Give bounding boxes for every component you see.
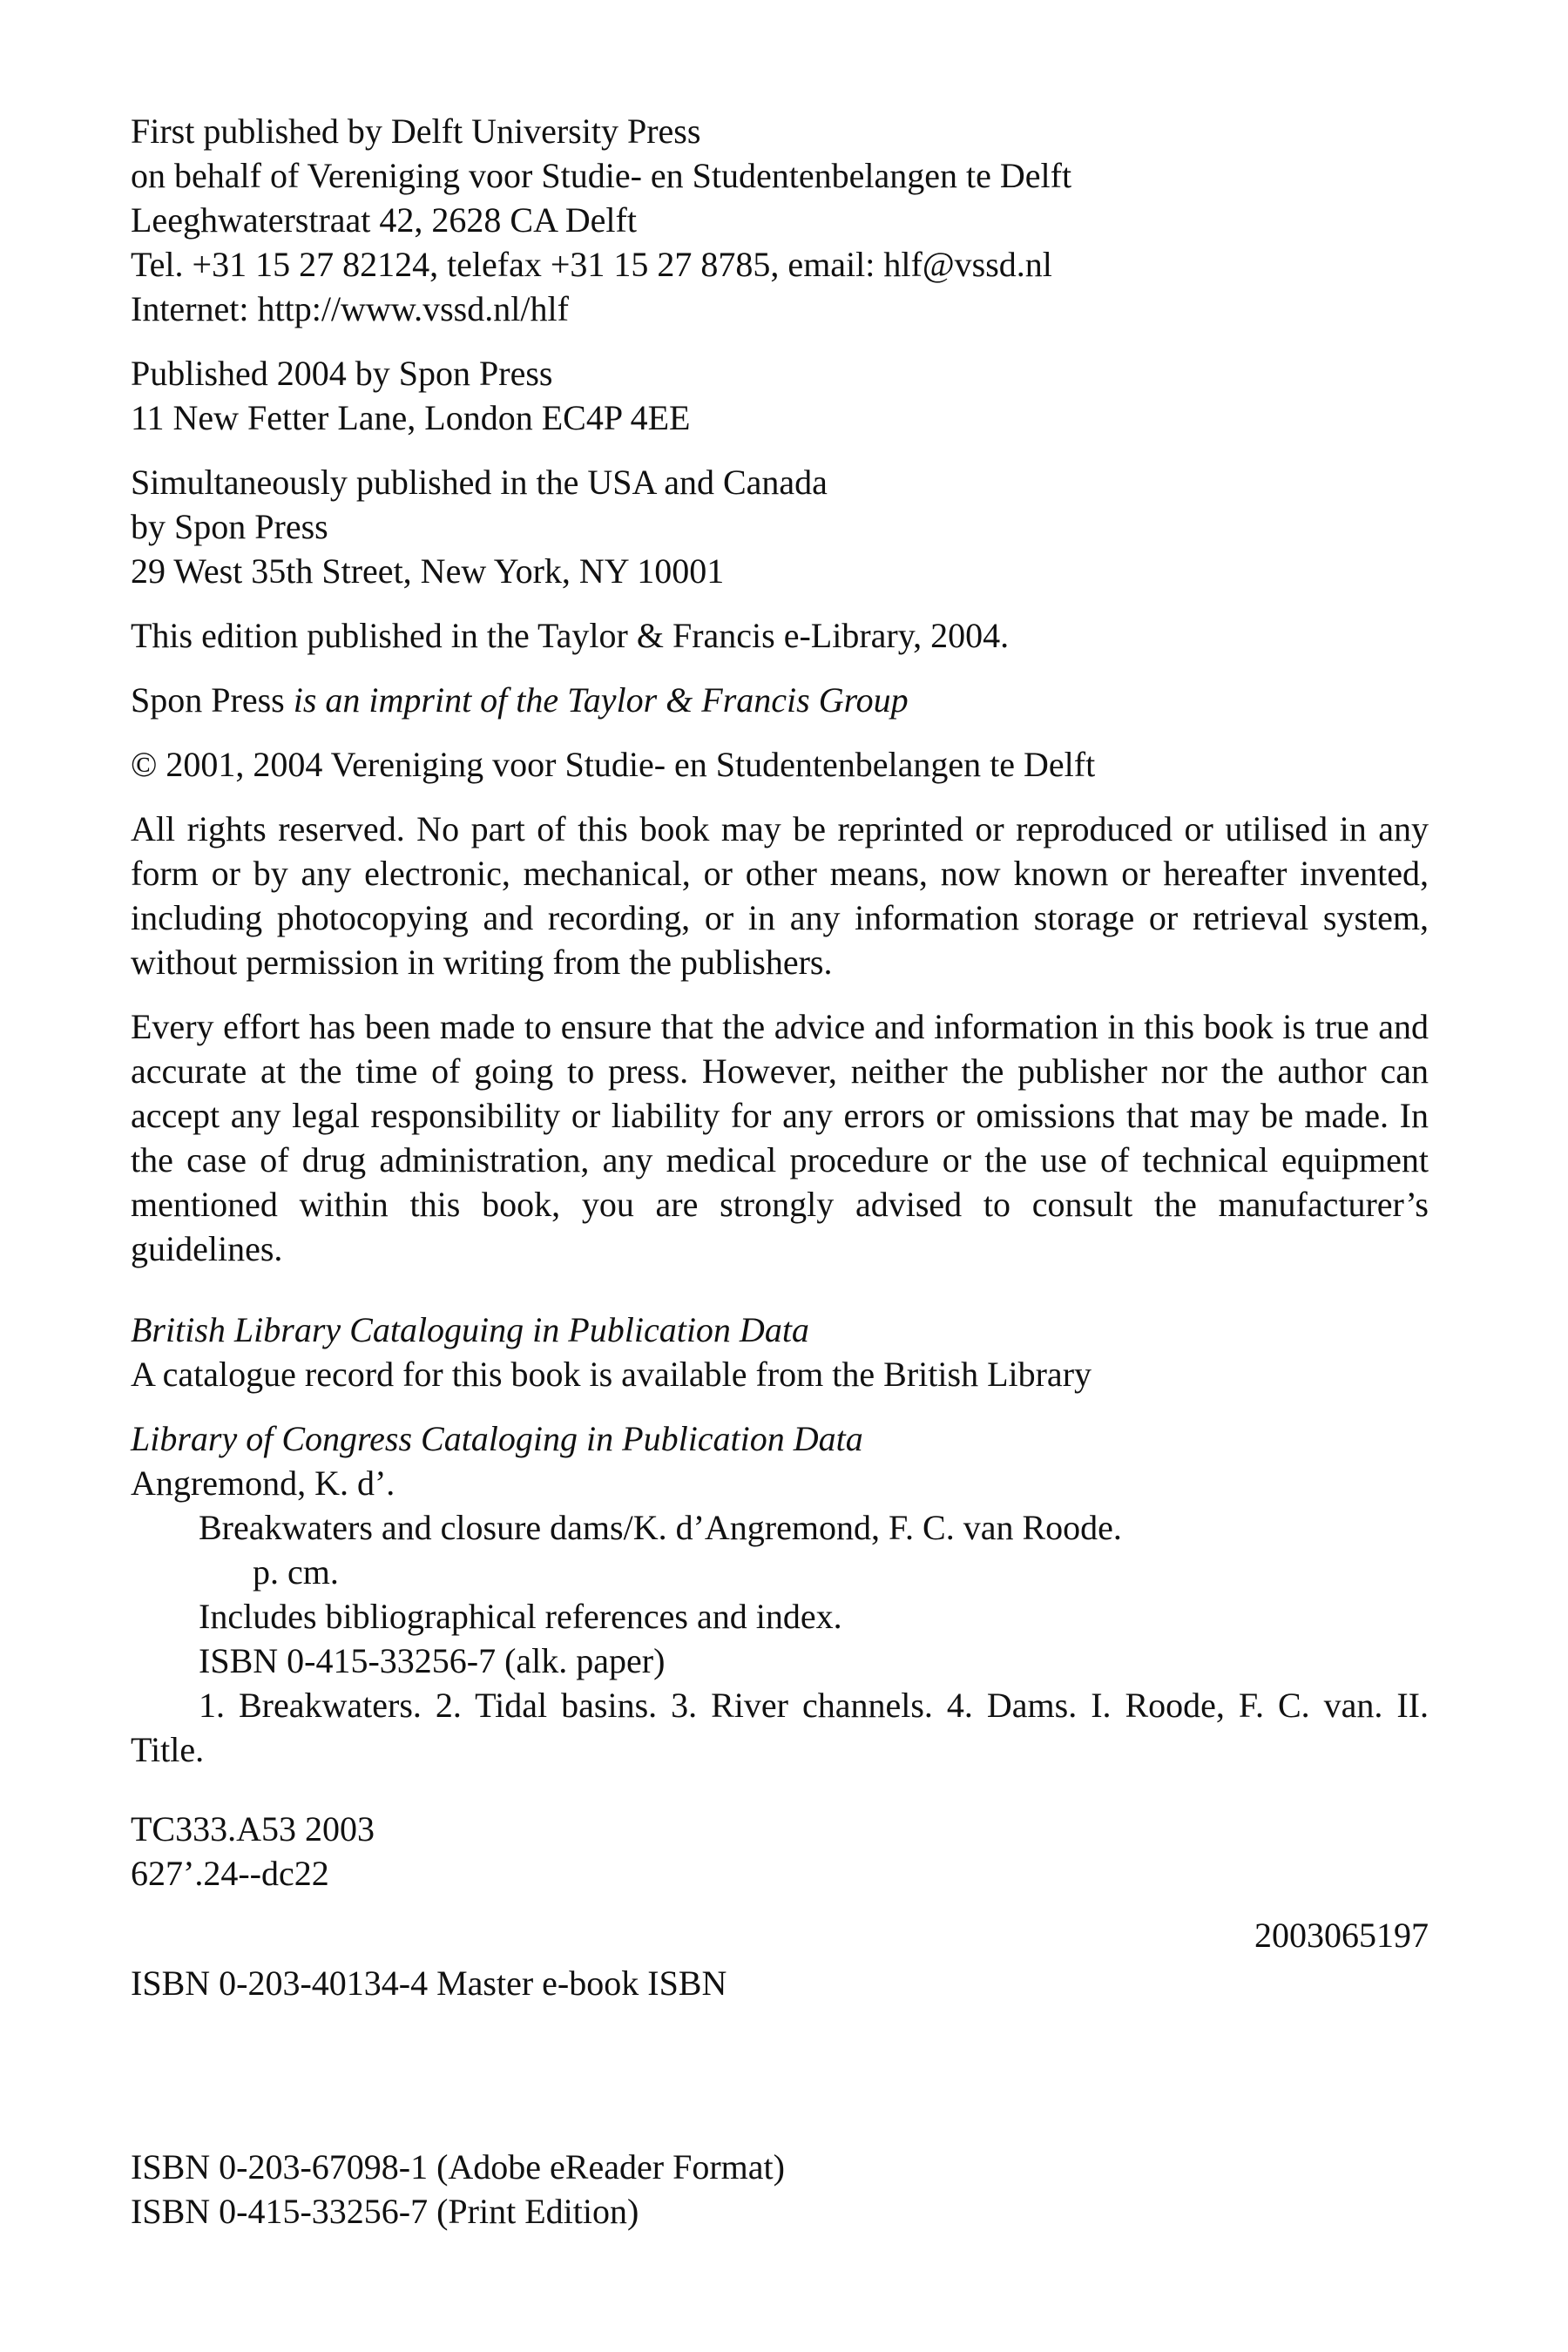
delft-contact: Tel. +31 15 27 82124, telefax +31 15 27 8785, email: hlf@vssd.nl bbox=[131, 245, 1052, 284]
loc-dewey: 627’.24--dc22 bbox=[131, 1854, 329, 1893]
usa-line-1: Simultaneously published in the USA and Canada bbox=[131, 463, 828, 502]
usa-block bbox=[131, 460, 1429, 593]
british-library-heading: British Library Cataloguing in Publication Data bbox=[131, 1310, 809, 1349]
delft-line-2: on behalf of Vereniging voor Studie- en Studentenbelangen te Delft bbox=[131, 156, 1072, 195]
loc-heading: Library of Congress Cataloging in Publication Data bbox=[131, 1419, 863, 1458]
delft-internet: Internet: http://www.vssd.nl/hlf bbox=[131, 289, 569, 328]
master-isbn-block bbox=[131, 1961, 1429, 2005]
loc-isbn: ISBN 0-415-33256-7 (alk. paper) bbox=[199, 1641, 666, 1680]
loc-block bbox=[131, 1416, 1429, 1772]
classification-block bbox=[131, 1807, 1429, 1957]
edition-note bbox=[131, 613, 1429, 658]
edition-text: This edition published in the Taylor & Francis e-Library, 2004. bbox=[131, 616, 1010, 655]
imprint-line bbox=[131, 678, 1429, 722]
loc-lccn: 2003065197 bbox=[1254, 1916, 1429, 1955]
loc-pcm: p. cm. bbox=[253, 1552, 339, 1592]
delft-line-1: First published by Delft University Press bbox=[131, 112, 701, 151]
copyright-page bbox=[131, 109, 1429, 2234]
copyright-notice bbox=[131, 742, 1429, 787]
loc-biblio: Includes bibliographical references and index. bbox=[199, 1597, 842, 1636]
format-isbn-block bbox=[131, 2145, 1429, 2234]
rights-paragraph bbox=[131, 807, 1429, 984]
usa-line-2: by Spon Press bbox=[131, 507, 328, 546]
delft-publisher-block bbox=[131, 109, 1429, 331]
imprint-rest: is an imprint of the Taylor & Francis Group bbox=[293, 680, 909, 720]
loc-subjects: 1. Breakwaters. 2. Tidal basins. 3. River channels. 4. Dams. I. Roode, F. C. van. II. Title. bbox=[131, 1686, 1429, 1769]
disclaimer-paragraph bbox=[131, 1004, 1429, 1271]
imprint-note bbox=[131, 678, 1429, 722]
british-library-block bbox=[131, 1308, 1429, 1396]
isbn-master: ISBN 0-203-40134-4 Master e-book ISBN bbox=[131, 1963, 727, 2003]
imprint-publisher: Spon Press bbox=[131, 680, 285, 720]
loc-author: Angremond, K. d’. bbox=[131, 1463, 395, 1503]
loc-title: Breakwaters and closure dams/K. d’Angremond, F. C. van Roode. bbox=[199, 1508, 1122, 1547]
british-library-text: A catalogue record for this book is available from the British Library bbox=[131, 1355, 1092, 1394]
spon-published: Published 2004 by Spon Press bbox=[131, 354, 553, 393]
usa-address: 29 West 35th Street, New York, NY 10001 bbox=[131, 551, 725, 591]
rights-text: All rights reserved. No part of this book may be reprinted or reproduced or utilised in any form or by any electronic, mechanical, or other means, now known or hereafter invented, including photocopying and recording, or in any information storage or retrieval system, without permission in writing from the publishers. bbox=[131, 809, 1429, 982]
spon-address: 11 New Fetter Lane, London EC4P 4EE bbox=[131, 398, 691, 437]
disclaimer-text: Every effort has been made to ensure that the advice and information in this book is true and accurate at the time of going to press. However, neither the publisher nor the author can accept any legal responsibility or liability for any errors or omissions that may be made. In the case of drug administration, any medical procedure or the use of technical equipment mentioned within this book, you are strongly advised to consult the manufacturer’s guidelines. bbox=[131, 1007, 1429, 1268]
delft-address: Leeghwaterstraat 42, 2628 CA Delft bbox=[131, 200, 637, 240]
isbn-print: ISBN 0-415-33256-7 (Print Edition) bbox=[131, 2192, 639, 2231]
loc-classification: TC333.A53 2003 bbox=[131, 1809, 375, 1848]
isbn-adobe: ISBN 0-203-67098-1 (Adobe eReader Format) bbox=[131, 2147, 785, 2186]
spon-press-block bbox=[131, 351, 1429, 440]
copyright-text: © 2001, 2004 Vereniging voor Studie- en Studentenbelangen te Delft bbox=[131, 745, 1096, 784]
